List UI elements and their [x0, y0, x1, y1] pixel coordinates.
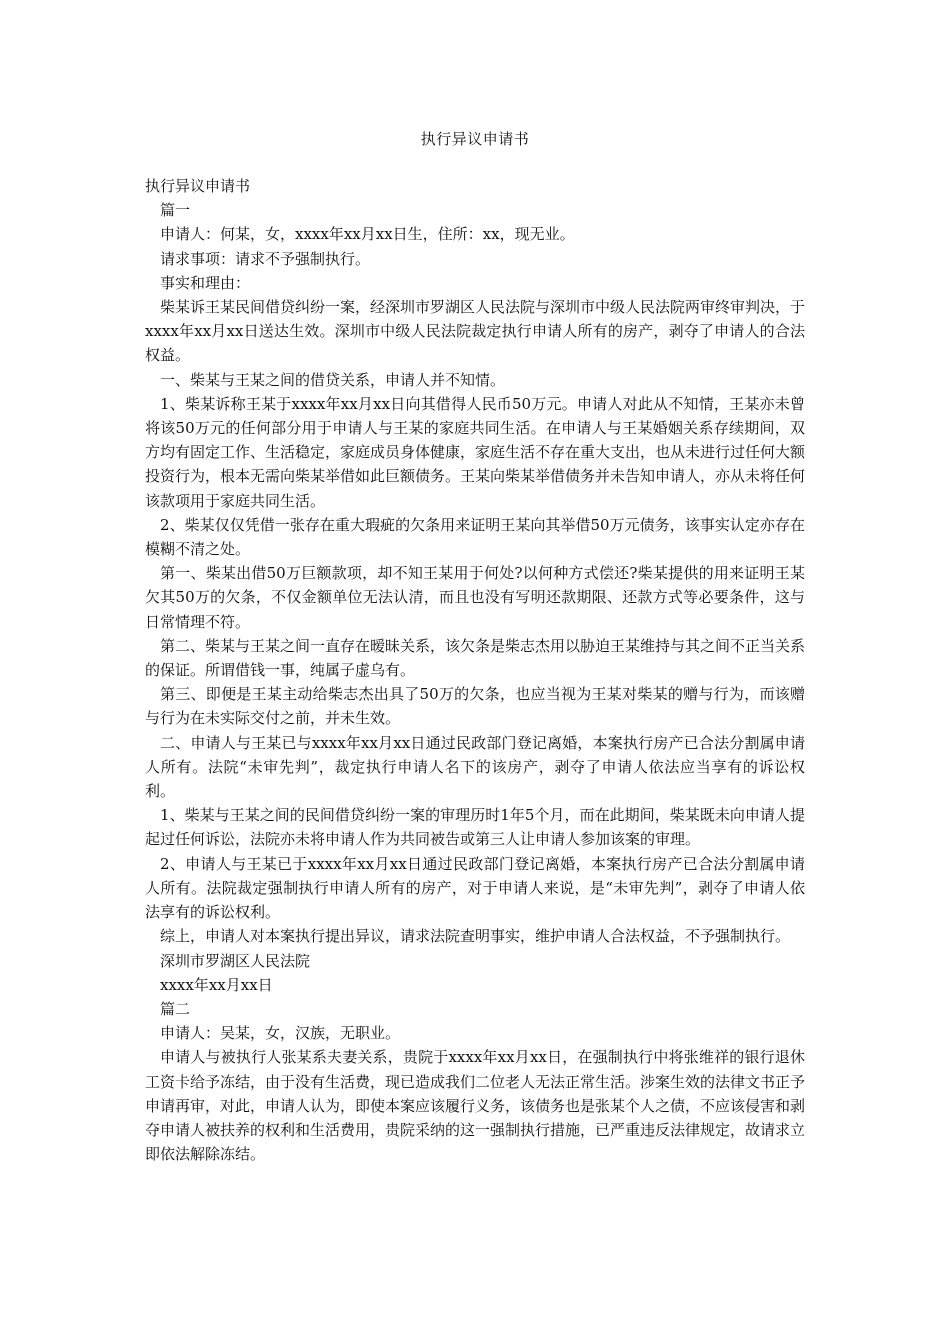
applicant-info: 申请人：吴某，女，汉族，无职业。 [160, 1024, 401, 1043]
body-paragraph: 1、柴某与王某之间的民间借贷纠纷一案的审理历时1年5个月，而在此期间，柴某既未向申请人提起过任何诉讼，法院亦未将申请人作为共同被告或第三人让申请人参加该案的审理。 [145, 806, 805, 849]
body-paragraph: 第二、柴某与王某之间一直存在暧昧关系，该欠条是柴志杰用以胁迫王某维持与其之间不正当关系的保证。所谓借钱一事，纯属子虚乌有。 [145, 636, 806, 680]
court-name: 深圳市罗湖区人民法院 [160, 951, 311, 970]
applicant-info: 申请人：何某，女，xxxx年xx月xx日生，住所：xx，现无业。 [160, 225, 575, 244]
document-title: 执行异议申请书 [420, 130, 530, 148]
body-paragraph: 申请人与被执行人张某系夫妻关系，贵院于xxxx年xx月xx日，在强制执行中将张维祥的银行退休工资卡给予冻结，由于没有生活费，现已造成我们二位老人无法正常生活。涉案生效的法律文书正予申请再审，对此，申请人认为，即使本案应该履行义务，该债务也是张某个人之债，不应该侵害和剥夺申请人被扶养的权利和生活费用，贵院采纳的这一强制执行措施，已严重违反法律规定，故请求立即依法解除冻结。 [145, 1048, 806, 1164]
request-item: 请求事项：请求不予强制执行。 [160, 249, 371, 268]
body-paragraph: 2、申请人与王某已于xxxx年xx月xx日通过民政部门登记离婚，本案执行房产已合法分割属申请人所有。法院裁定强制执行申请人所有的房产，对于申请人来说，是“未审先判”，剥夺了申请人依法享有的诉讼权利。 [145, 854, 805, 922]
body-paragraph: 二、申请人与王某已与xxxx年xx月xx日通过民政部门登记离婚，本案执行房产已合法分割属申请人所有。法院“未审先判”，裁定执行申请人名下的该房产，剥夺了申请人依法应当享有的诉讼权利。 [145, 733, 805, 801]
body-paragraph: 2、柴某仅仅凭借一张存在重大瑕疵的欠条用来证明王某向其举借50万元债务，该事实认定亦存在模糊不清之处。 [145, 515, 805, 559]
body-paragraph: 一、柴某与王某之间的借贷关系，申请人并不知情。 [160, 370, 506, 389]
section-label-part-one: 篇一 [160, 201, 191, 220]
body-paragraph: 1、柴某诉称王某于xxxx年xx月xx日向其借得人民币50万元。申请人对此从不知情，王某亦未曾将该50万元的任何部分用于申请人与王某的家庭共同生活。在申请人与王某婚姻关系存续期间，双方均有固定工作、生活稳定，家庭成员身体健康，家庭生活不存在重大支出，也从未进行过任何大额投资行为，根本无需向柴某举借如此巨额债务。王某向柴某举借债务并未告知申请人，亦从未将任何该款项用于家庭共同生活。 [145, 394, 806, 510]
document-date: xxxx年xx月xx日 [160, 975, 273, 994]
body-paragraph: 第三、即便是王某主动给柴志杰出具了50万的欠条，也应当视为王某对柴某的赠与行为，而该赠与行为在未实际交付之前，并未生效。 [145, 685, 805, 728]
body-paragraph: 第一、柴某出借50万巨额款项，却不知王某用于何处?以何种方式偿还?柴某提供的用来证明王某欠其50万的欠条，不仅金额单位无法认清，而且也没有写明还款期限、还款方式等必要条件，这与日常情理不符。 [145, 564, 805, 631]
document-heading: 执行异议申请书 [145, 177, 251, 195]
document-body [145, 174, 805, 1166]
section-label-part-two: 篇二 [160, 999, 191, 1018]
body-paragraph: 综上，申请人对本案执行提出异议，请求法院查明事实，维护申请人合法权益，不予强制执行。 [160, 927, 791, 946]
body-paragraph: 柴某诉王某民间借贷纠纷一案，经深圳市罗湖区人民法院与深圳市中级人民法院两审终审判决，于xxxx年xx月xx日送达生效。深圳市中级人民法院裁定执行申请人所有的房产，剥夺了申请人的合法权益。 [145, 298, 806, 365]
facts-heading: 事实和理由： [160, 273, 251, 292]
